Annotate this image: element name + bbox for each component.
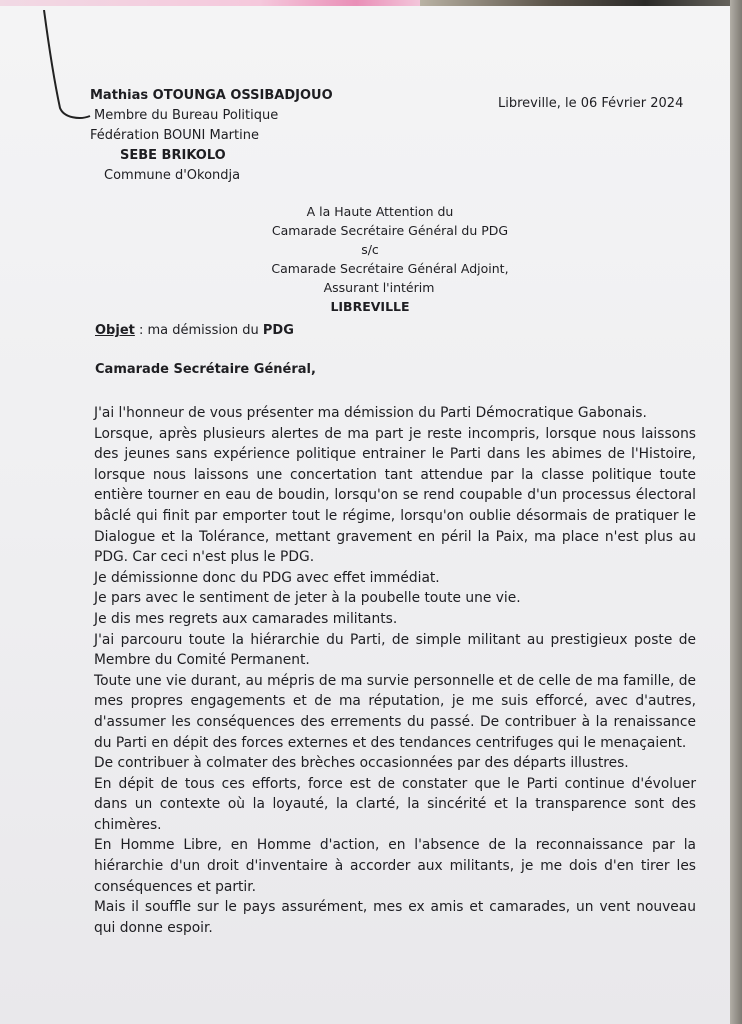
subject-line — [95, 323, 294, 338]
recipient-block — [240, 202, 540, 316]
recipient-line: A la Haute Attention du — [306, 204, 454, 219]
body-paragraph: Je démissionne donc du PDG avec effet immédiat. — [94, 569, 440, 586]
recipient-city: LIBREVILLE — [330, 299, 410, 314]
sender-section: SEBE BRIKOLO — [120, 148, 226, 163]
sender-name: Mathias OTOUNGA OSSIBADJOUO — [90, 88, 333, 103]
body-paragraph: Je dis mes regrets aux camarades militants. — [94, 610, 398, 627]
sender-title: Membre du Bureau Politique — [94, 108, 279, 123]
body-paragraph: Je pars avec le sentiment de jeter à la poubelle toute une vie. — [94, 590, 521, 607]
background-table-edge — [730, 0, 742, 1024]
body-paragraph: En dépit de tous ces efforts, force est de constater que le Parti continue d'évoluer dans un contexte où la loyauté, la clarté, la sincérité et la transparence sont des chimères. — [94, 775, 696, 833]
body-paragraph: Mais il souffle sur le pays assurément, mes ex amis et camarades, un vent nouveau qui donne espoir. — [94, 899, 696, 936]
body-paragraph: De contribuer à colmater des brèches occasionnées par des départs illustres. — [94, 755, 629, 772]
salutation: Camarade Secrétaire Général, — [95, 362, 316, 377]
recipient-line: s/c — [361, 242, 379, 257]
subject-label: Objet — [95, 323, 135, 338]
sender-commune: Commune d'Okondja — [104, 168, 241, 183]
sender-federation: Fédération BOUNI Martine — [90, 128, 259, 143]
letter-body — [94, 403, 696, 938]
recipient-line: Camarade Secrétaire Général du PDG — [271, 223, 509, 238]
body-paragraph: J'ai parcouru toute la hiérarchie du Parti, de simple militant au prestigieux poste de Membre du Comité Permanent. — [94, 631, 696, 669]
letter-sheet — [0, 6, 730, 1024]
recipient-line: Assurant l'intérim — [323, 280, 435, 295]
body-paragraph: Lorsque, après plusieurs alertes de ma part je reste incompris, lorsque nous laissons des jeunes sans expérience politique entrainer le Parti dans les abimes de l'Histoire, lorsque nous laissons une concertation tant attendue par la classe politique toute entière tourner en eau de boudin, lorsqu'on se rend coupable d'un processus électoral bâclé qui finit par emporter tout le régime, lorsqu'on oublie désormais de pratiquer le Dialogue et la Tolérance, mettant gravement en péril la Paix, ma place n'est plus au PDG. Car ceci n'est plus le PDG. — [94, 425, 696, 566]
subject-text: : ma démission du — [134, 323, 263, 338]
letter-date: Libreville, le 06 Février 2024 — [498, 96, 684, 111]
recipient-line: Camarade Secrétaire Général Adjoint, — [271, 261, 509, 276]
sender-block — [90, 86, 333, 186]
subject-party: PDG — [262, 323, 294, 338]
body-paragraph: En Homme Libre, en Homme d'action, en l'absence de la reconnaissance par la hiérarchie d'un droit d'inventaire à accorder aux militants, je me dois d'en tirer les conséquences et partir. — [94, 837, 696, 895]
body-paragraph: J'ai l'honneur de vous présenter ma démission du Parti Démocratique Gabonais. — [94, 405, 647, 421]
body-paragraph: Toute une vie durant, au mépris de ma survie personnelle et de celle de ma famille, de mes propres engagements et de ma réputation, je me suis efforcé, avec d'autres, d'assumer les conséquences des errements du passé. De contribuer à la renaissance du Parti en dépit des forces externes et des tendances centrifuges qui le menaçaient. — [94, 672, 696, 751]
